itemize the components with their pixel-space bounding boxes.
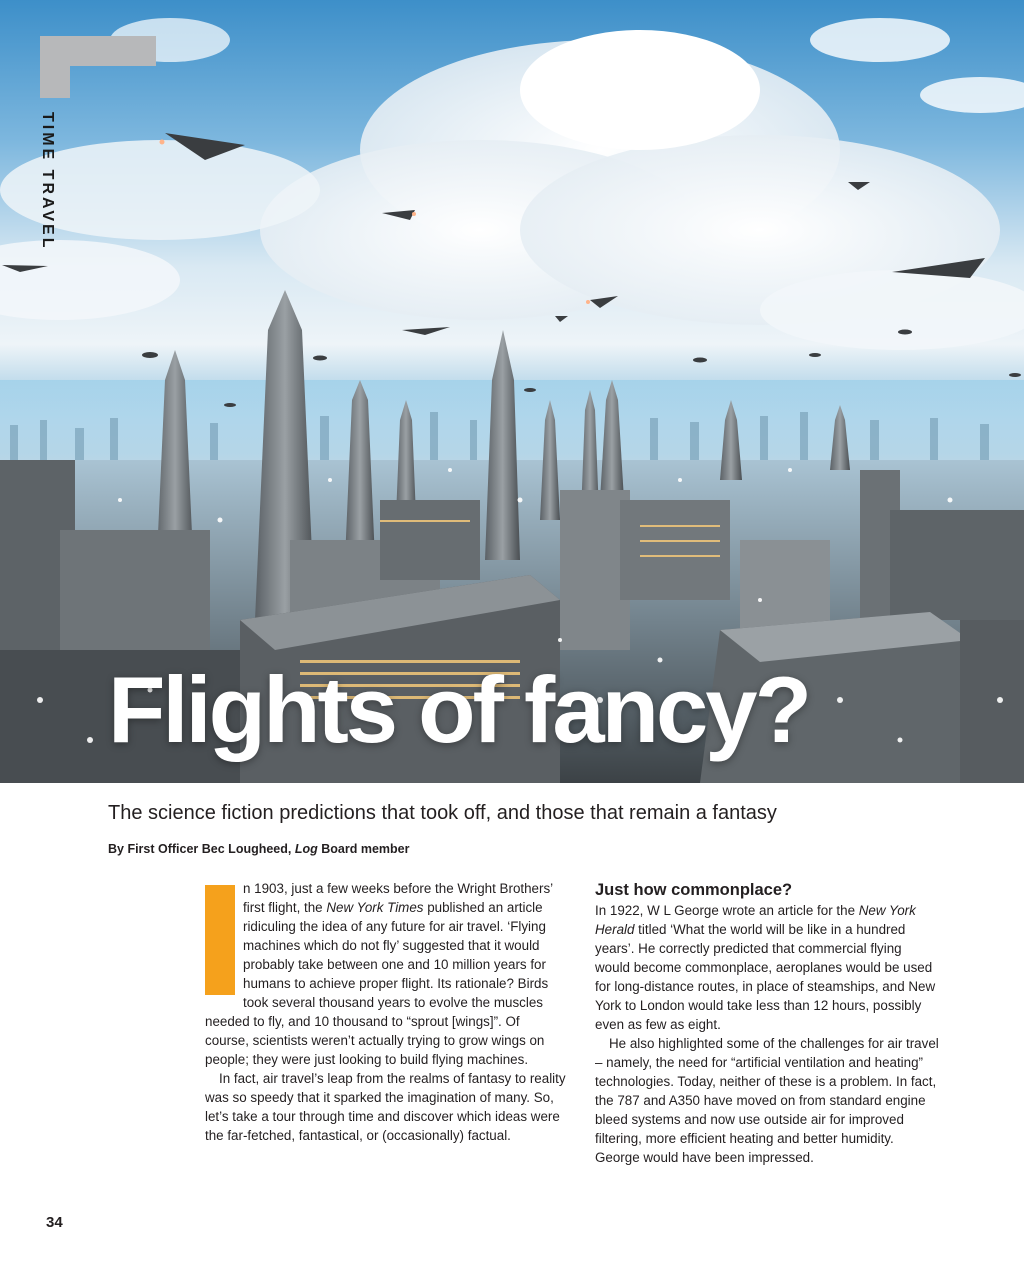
page-number: 34 (46, 1214, 63, 1231)
standfirst: The science fiction predictions that took off, and those that remain a fantasy (108, 802, 777, 824)
article-column-left (205, 879, 567, 1145)
byline (108, 841, 708, 857)
headline: Flights of fancy? (108, 657, 809, 762)
paragraph-text: n 1903, just a few weeks before the Wright Brothers’ first flight, the (243, 881, 553, 915)
paragraph: He also highlighted some of the challenges for air travel – namely, the need for “artificial ventilation and heating” technologies. Today, neither of these is a problem. In fact, the 787 and A350 have moved on from standard engine bleed systems and now use outside air for improved filtering, more efficient heating and better humidity. George would have been impressed. (595, 1036, 939, 1165)
section-bracket (40, 36, 156, 98)
subheading: Just how commonplace? (595, 881, 793, 899)
publication-name: New York Herald (595, 903, 916, 937)
section-label: TIME TRAVEL (39, 112, 56, 251)
byline-publication: Log (294, 842, 318, 856)
byline-suffix: Board member (317, 842, 410, 856)
paragraph-text: titled ‘What the world will be like in a hundred years’. He correctly predicted that commercial flying would become commonplace, aeroplanes would be used for long-distance routes, in place of steamships, and New York to London would take less than 12 hours, possibly even as few as eight. (595, 922, 936, 1032)
paragraph-text: published an article ridiculing the idea of any future for air travel. ‘Flying machines which do not fly’ suggested that it would probably take between one and 10 million years for humans to achieve proper flight. Its rationale? Birds took several thousand years to evolve the muscles needed to fly, and 10 thousand to “sprout [wings]”. Of course, scientists weren’t actually trying to grow wings on people; they were just looking to build flying machines. (205, 900, 549, 1067)
publication-name: New York Times (326, 900, 424, 915)
paragraph (205, 879, 567, 1069)
bracket-side (40, 36, 70, 98)
paragraph (595, 901, 940, 1034)
byline-prefix: By First Officer Bec Lougheed, (108, 842, 295, 856)
drop-cap-block (205, 885, 235, 995)
paragraph-text: In 1922, W L George wrote an article for the (595, 903, 859, 918)
paragraph: In fact, air travel’s leap from the realms of fantasy to reality was so speedy that it sparked the imagination of many. So, let’s take a tour through time and discover which ideas were the far-fetched, fantastical, or (occasionally) factual. (205, 1071, 566, 1143)
article-column-right (595, 879, 940, 1167)
